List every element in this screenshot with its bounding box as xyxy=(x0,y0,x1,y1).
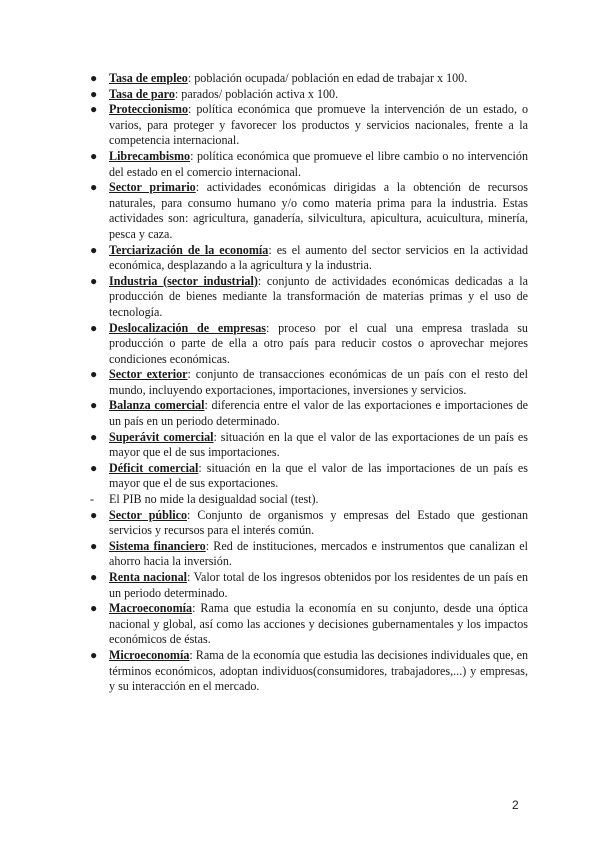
term-separator: : xyxy=(198,460,202,475)
definition-item xyxy=(90,149,528,180)
definition-text: Conjunto de organismos y empresas del Estado que gestionan servicios y recursos para el interés común. xyxy=(109,507,528,538)
bullet-icon: ● xyxy=(90,429,98,444)
definition-item xyxy=(90,274,528,321)
definition-item xyxy=(90,508,528,539)
definition-text: Red de instituciones, mercados e instrumentos que canalizan el ahorro hacia la inversión. xyxy=(109,538,529,569)
term-separator: : xyxy=(187,71,192,85)
term-separator: : xyxy=(204,398,208,413)
definition-text: situación en la que el valor de las exportaciones de un país es mayor que el de sus importaciones. xyxy=(109,429,528,460)
definition-item xyxy=(90,398,528,429)
definition-text: diferencia entre el valor de las exportaciones e importaciones de un país en un periodo determinado. xyxy=(109,398,529,429)
term-separator: : xyxy=(188,102,192,117)
term-separator: : xyxy=(213,429,217,444)
term-separator: : xyxy=(257,273,262,288)
bullet-icon: ● xyxy=(90,601,98,616)
definition-text: Rama que estudia la economía en su conjunto, desde una óptica nacional y global, así como las acciones y decisiones gubernamentales y los impactos económicos de éstas. xyxy=(109,601,528,647)
definition-term: Renta nacional xyxy=(109,570,187,584)
term-separator: : xyxy=(187,507,191,522)
definition-text: actividades económicas dirigidas a la obtención de recursos naturales, para consumo humano y/o como materia prima para la industria. Estas actividades son: agricultura, ganadería, silvicultura, apicultura, acuicultura, minería, pesca y caza. xyxy=(109,180,528,241)
bullet-icon: ● xyxy=(90,242,98,257)
page-number: 2 xyxy=(512,798,519,812)
definition-term: Librecambismo xyxy=(109,148,191,163)
term-separator: : xyxy=(189,647,193,662)
bullet-icon: ● xyxy=(90,398,98,413)
term-separator: : xyxy=(192,601,196,616)
definition-term: Proteccionismo xyxy=(109,102,189,117)
definition-term: Microeconomía xyxy=(109,647,190,662)
definition-text: conjunto de actividades económicas dedicadas a la producción de bienes mediante la transformación de materias primas y el uso de tecnología. xyxy=(109,273,528,319)
term-separator: : xyxy=(268,242,272,257)
bullet-icon: ● xyxy=(90,320,98,335)
definition-term: Tasa de paro xyxy=(109,86,175,101)
definition-text: política económica que promueve la intervención de un estado, o varios, para proteger y favorecer los productos y servicios nacionales, frente a la competencia internacional. xyxy=(109,102,528,148)
bullet-icon: ● xyxy=(90,148,98,163)
definition-item xyxy=(90,180,528,242)
term-separator: : xyxy=(187,570,191,584)
definition-text: proceso por el cual una empresa traslada su producción o parte de ella a otro país para reducir costos o aprovechar mejores condiciones económicas. xyxy=(109,320,528,366)
term-separator: : xyxy=(190,148,194,163)
bullet-icon: ● xyxy=(90,647,98,662)
bullet-icon: ● xyxy=(90,538,98,553)
definition-text: política económica que promueve el libre cambio o no intervención del estado en el comercio internacional. xyxy=(109,148,528,179)
definition-term: Sector público xyxy=(109,507,188,522)
term-separator: : xyxy=(195,180,200,195)
term-separator: : xyxy=(174,86,179,101)
definition-term: Deslocalización de empresas xyxy=(109,320,266,335)
bullet-icon: ● xyxy=(90,180,98,195)
definition-term: Tasa de empleo xyxy=(109,71,188,85)
term-separator: : xyxy=(265,320,270,335)
definition-text: población ocupada/ población en edad de trabajar x 100. xyxy=(191,71,468,85)
definition-term: Sector exterior xyxy=(109,367,188,382)
definition-text: situación en la que el valor de las importaciones de un país es mayor que el de sus exportaciones. xyxy=(109,460,528,491)
bullet-icon: ● xyxy=(90,71,98,85)
definition-item xyxy=(90,367,528,398)
definition-item xyxy=(90,102,528,149)
term-separator: : xyxy=(187,367,191,382)
bullet-icon: ● xyxy=(90,570,98,584)
definition-item xyxy=(90,539,528,570)
definition-text: parados/ población activa x 100. xyxy=(178,86,339,101)
definition-item xyxy=(90,243,528,274)
definition-item xyxy=(90,648,528,695)
definition-term: Macroeconomía xyxy=(109,601,193,616)
bullet-icon: ● xyxy=(90,86,98,101)
definition-term: Industria (sector industrial) xyxy=(109,273,258,288)
definition-term: Balanza comercial xyxy=(109,398,205,413)
definition-text: Rama de la economía que estudia las decisiones individuales que, en términos económicos, adoptan individuos(consumidores, trabajadores,...) y empresas, y su interacción en el mercado. xyxy=(109,647,528,694)
definition-item xyxy=(90,570,528,601)
term-separator: : xyxy=(205,538,210,553)
definition-item xyxy=(90,87,528,103)
definition-term: Terciarización de la economía xyxy=(109,242,269,257)
definition-term: Superávit comercial xyxy=(109,429,214,444)
bullet-icon: ● xyxy=(90,102,98,117)
definition-term: Déficit comercial xyxy=(109,460,199,475)
definition-term: Sistema financiero xyxy=(109,538,206,553)
definition-text: Valor total de los ingresos obtenidos por los residentes de un país en un periodo determinado. xyxy=(109,570,529,600)
bullet-icon: ● xyxy=(90,460,98,475)
definition-list xyxy=(90,71,528,695)
definition-term: Sector primario xyxy=(109,180,196,195)
definition-item xyxy=(90,321,528,368)
definition-item xyxy=(90,461,528,492)
definition-item xyxy=(90,492,528,508)
bullet-icon: ● xyxy=(90,507,98,522)
definition-text: es el aumento del sector servicios en la actividad económica, desplazando a la agricultura y la industria. xyxy=(109,242,529,273)
bullet-icon: ● xyxy=(90,273,98,288)
bullet-icon: ● xyxy=(90,367,98,382)
definition-item xyxy=(90,430,528,461)
definition-text: El PIB no mide la desigualdad social (test). xyxy=(109,492,319,507)
definition-item xyxy=(90,601,528,648)
definition-text: conjunto de transacciones económicas de un país con el resto del mundo, incluyendo exportaciones, importaciones, inversiones y servicios. xyxy=(109,367,528,397)
definition-item xyxy=(90,71,528,87)
dash-marker: - xyxy=(90,492,95,507)
